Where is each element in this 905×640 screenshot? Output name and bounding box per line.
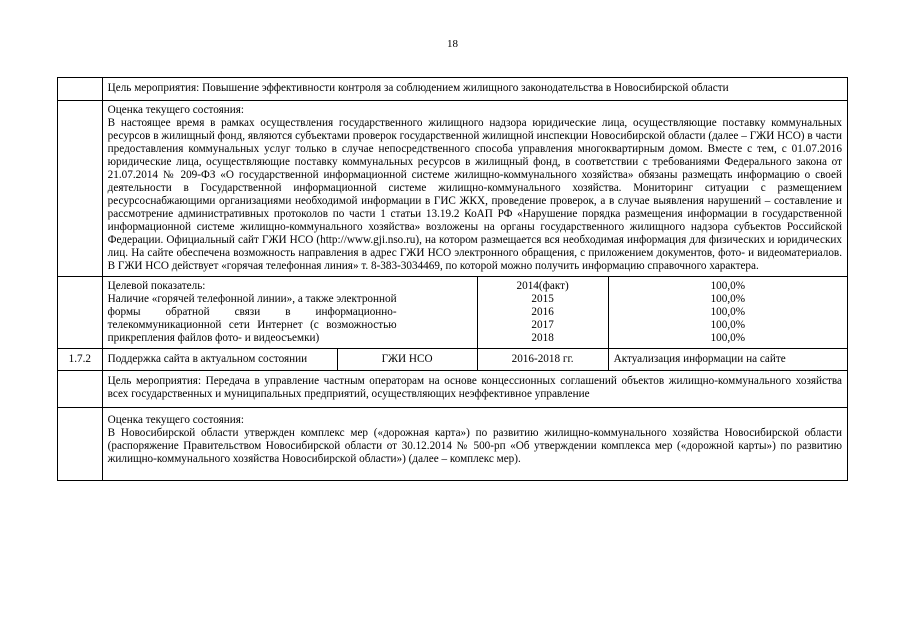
year-item: 2017 bbox=[531, 319, 554, 331]
year-item: 2014(факт) bbox=[516, 280, 569, 292]
assessment-row-1 bbox=[58, 101, 848, 277]
activity-number: 1.7.2 bbox=[58, 349, 103, 371]
goal-row-2 bbox=[58, 371, 848, 408]
value-item: 100,0% bbox=[710, 280, 746, 292]
indicator-row bbox=[58, 277, 848, 349]
activity-name: Поддержка сайта в актуальном состоянии bbox=[102, 349, 337, 371]
page-number: 18 bbox=[447, 38, 458, 50]
year-item: 2016 bbox=[531, 306, 554, 318]
empty-num-cell bbox=[58, 371, 103, 408]
value-item: 100,0% bbox=[710, 319, 746, 331]
document-table bbox=[57, 77, 848, 481]
assessment-cell-2 bbox=[102, 408, 847, 481]
assessment-cell-1 bbox=[102, 101, 847, 277]
empty-num-cell bbox=[58, 78, 103, 101]
assessment-heading-1: Оценка текущего состояния: bbox=[107, 104, 245, 116]
assessment-heading-2: Оценка текущего состояния: bbox=[107, 414, 245, 426]
value-item: 100,0% bbox=[710, 306, 746, 318]
goal-row-1 bbox=[58, 78, 848, 101]
assessment-text-2: В Новосибирской области утвержден комплекс мер («дорожная карта») по развитию жилищно-коммунального хозяйства Новосибирской области (распоряжение Правительством Новосибирской области от 30.12.2014 № 500-рп «Об утверждении комплекса мер («дорожной карты») по развитию жилищно-коммунального хозяйства Новосибирской области») (далее – комплекс мер). bbox=[107, 427, 842, 465]
indicator-cell bbox=[102, 277, 477, 349]
indicator-years bbox=[477, 277, 608, 349]
goal-text-2: Цель мероприятия: Передача в управление частным операторам на основе концессионных соглашений объектов жилищно-коммунального хозяйства всех государственных и муниципальных предприятий, осуществляющих неэффективное управление bbox=[102, 371, 847, 408]
activity-period: 2016-2018 гг. bbox=[477, 349, 608, 371]
year-item: 2015 bbox=[531, 293, 554, 305]
assessment-row-2 bbox=[58, 408, 848, 481]
empty-num-cell bbox=[58, 277, 103, 349]
empty-num-cell bbox=[58, 408, 103, 481]
empty-num-cell bbox=[58, 101, 103, 277]
value-item: 100,0% bbox=[710, 293, 746, 305]
activity-row-1-7-2 bbox=[58, 349, 848, 371]
indicator-values bbox=[608, 277, 847, 349]
activity-executor: ГЖИ НСО bbox=[337, 349, 477, 371]
year-item: 2018 bbox=[531, 332, 554, 344]
assessment-text-1: В настоящее время в рамках осуществления государственного жилищного надзора юридические лица, осуществляющие поставку коммунальных ресурсов в жилищный фонд, являются субъектами проверок государственной жилищной инспекции Новосибирской области (далее – ГЖИ НСО) в части предоставления коммунальных услуг только в случае непосредственного способа управления многоквартирным домом. Вместе с тем, с 01.07.2016 юридические лица, осуществляющие поставку коммунальных ресурсов в жилищный фонд, в соответствии с требованиями Федерального закона от 21.07.2014 № 209-ФЗ «О государственной информационной системе жилищно-коммунального хозяйства» обязаны размещать информацию о своей деятельности в Государственной информационной системе жилищно-коммунального хозяйства. Мониторинг ситуации с размещением ресурсоснабжающими организациями необходимой информации в ГИС ЖКХ, проведение проверок, а в случае выявления нарушений – составление и рассмотрение административных протоколов по части 1 статьи 13.19.2 КоАП РФ «Нарушение порядка размещения информации в государственной информационной системе жилищно-коммунального хозяйства» возложены на органы государственного жилищного надзора субъектов Российской Федерации. Официальный сайт ГЖИ НСО (http://www.gji.nso.ru), на котором размещается вся необходимая информация для физических и юридических лиц. На сайте обеспечена возможность направления в адрес ГЖИ НСО электронного обращения, с приложением документов, фото- и видеоматериалов. В ГЖИ НСО действует «горячая телефонная линия» т. 8-383-3034469, по которой можно получить информацию справочного характера. bbox=[107, 117, 842, 272]
activity-result: Актуализация информации на сайте bbox=[608, 349, 847, 371]
indicator-text: Наличие «горячей телефонной линии», а также электронной формы обратной связи в информационно-телекоммуникационной сети Интернет (с возможностью прикрепления файлов фото- и видеосъемки) bbox=[107, 293, 397, 344]
goal-text-1: Цель мероприятия: Повышение эффективности контроля за соблюдением жилищного законодательства в Новосибирской области bbox=[102, 78, 847, 101]
value-item: 100,0% bbox=[710, 332, 746, 344]
indicator-heading: Целевой показатель: bbox=[107, 280, 206, 292]
